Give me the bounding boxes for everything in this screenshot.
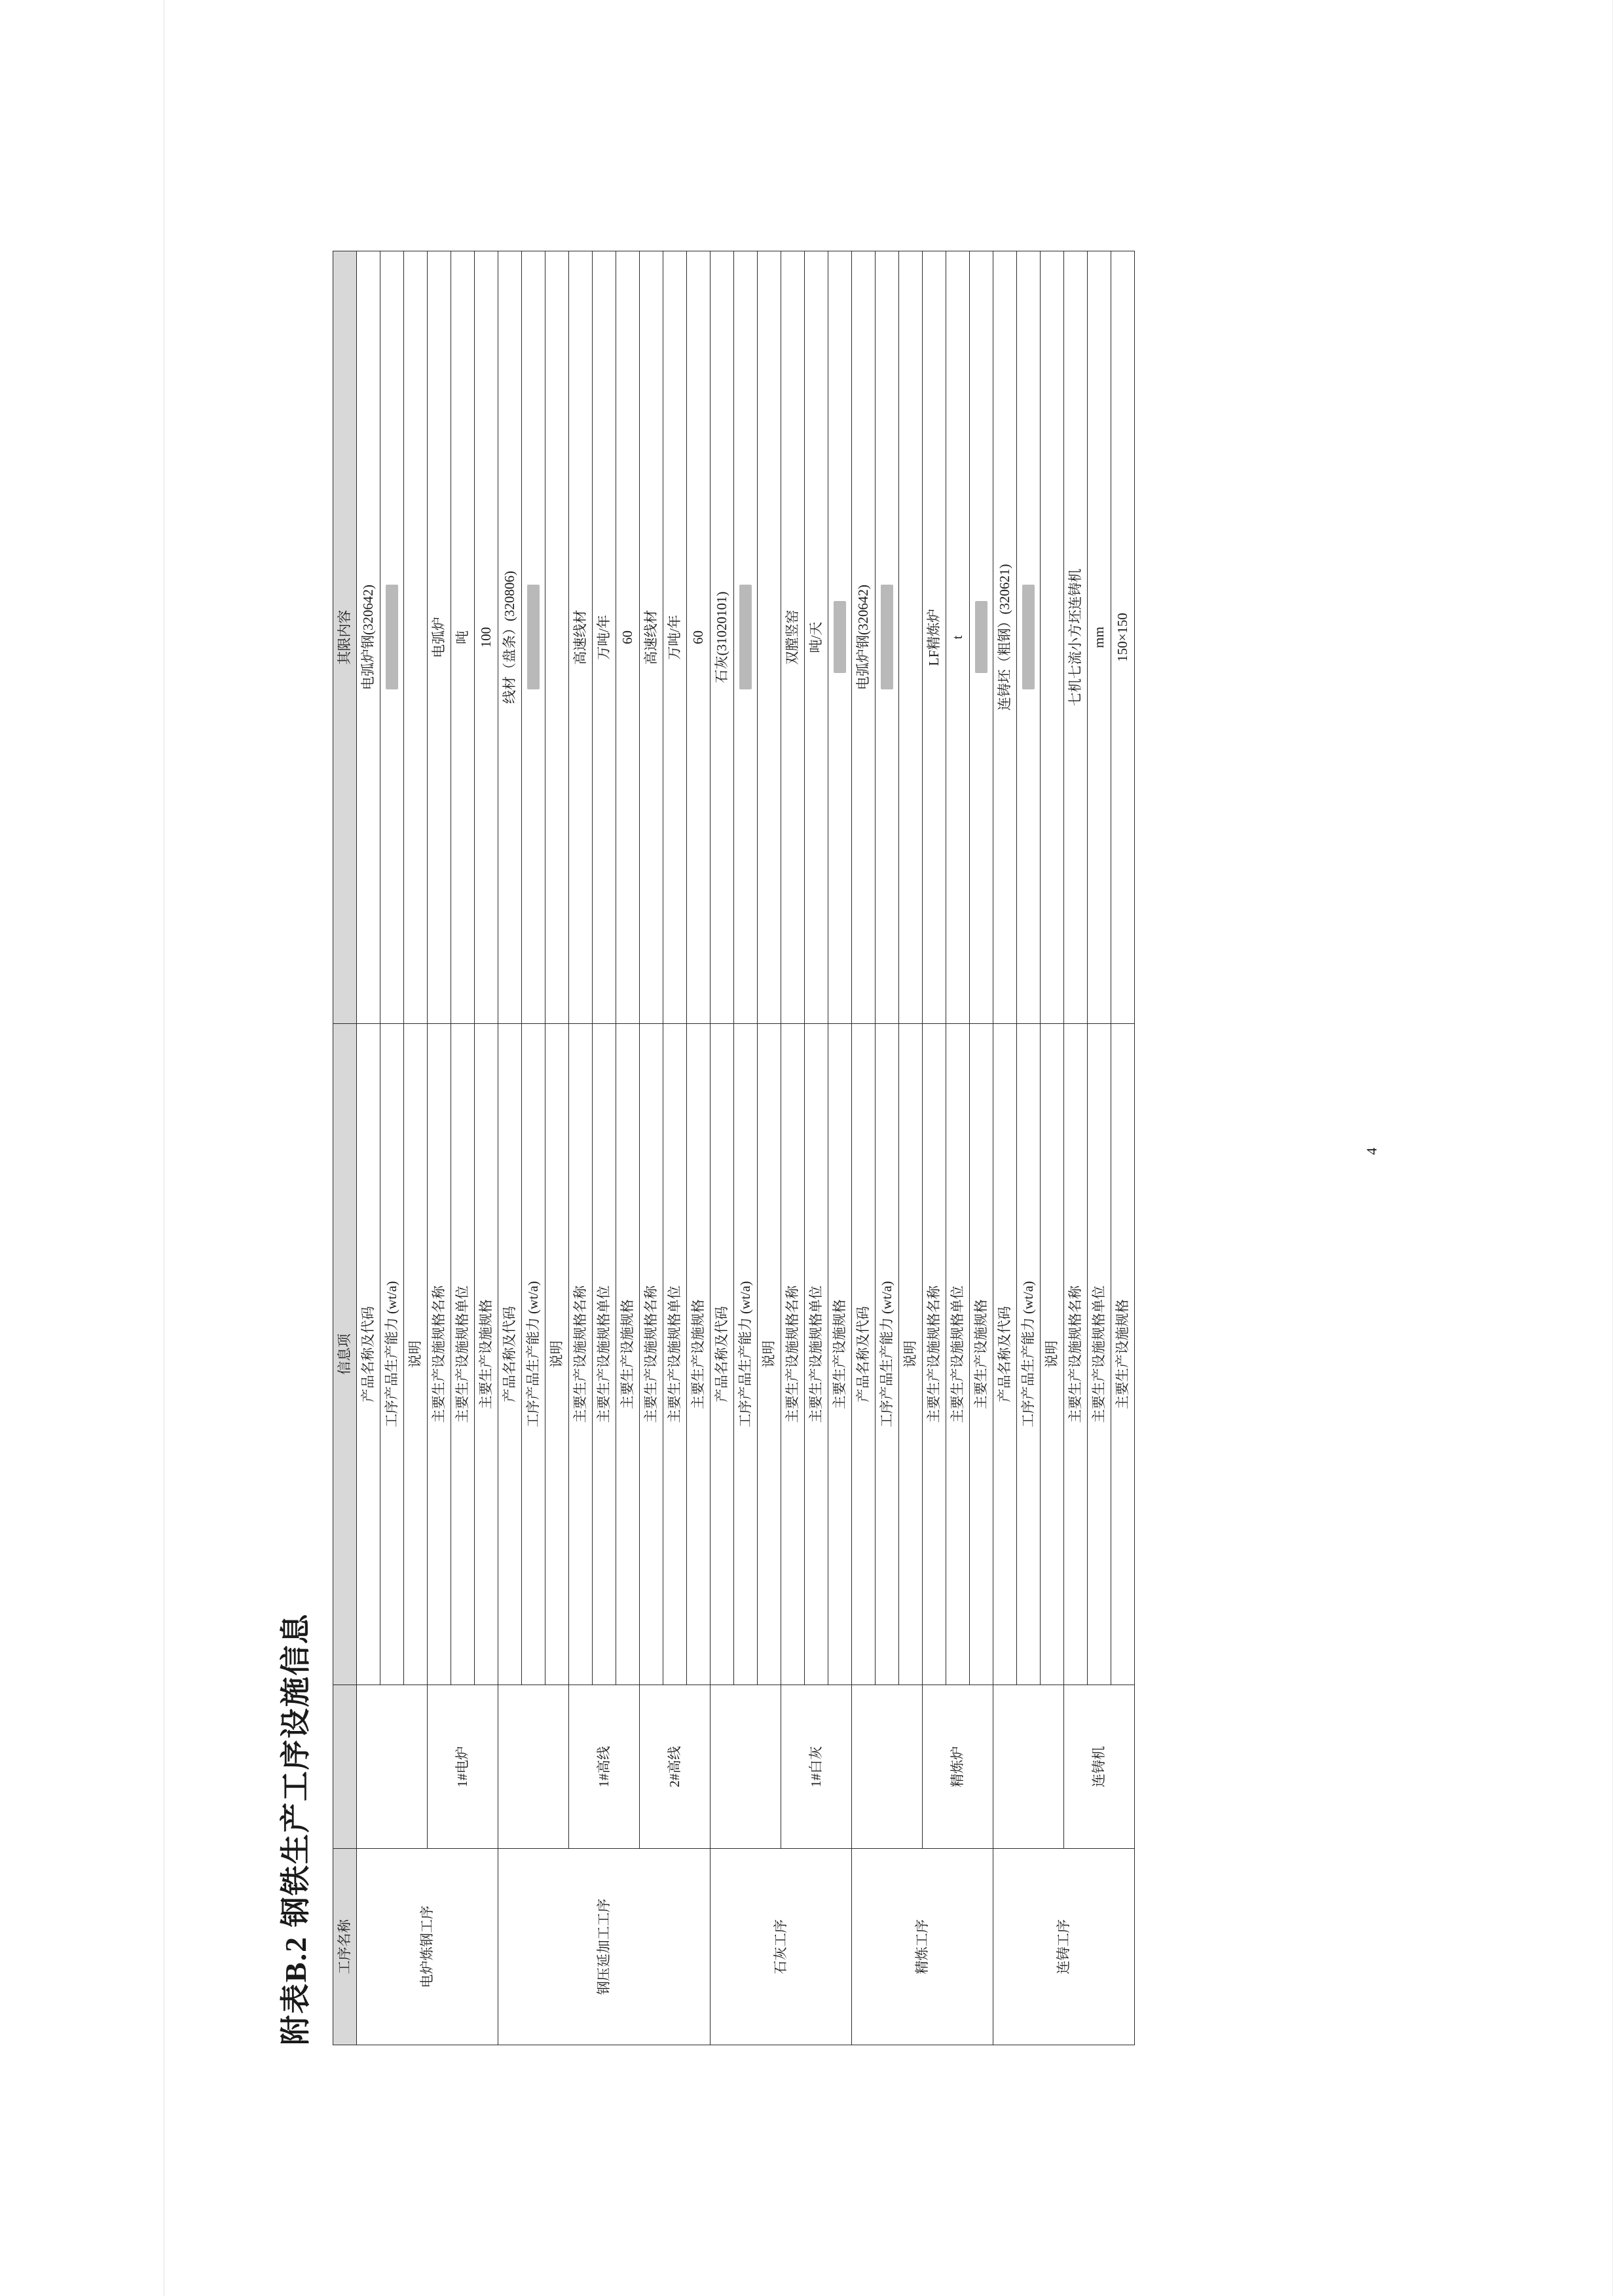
unit-name-cell: 2#高线	[640, 1685, 710, 1848]
info-item-label-cell: 工序产品生产能力 (wt/a)	[522, 1023, 545, 1685]
info-item-label-cell: 工序产品生产能力 (wt/a)	[380, 1023, 404, 1685]
redaction-block	[881, 585, 893, 689]
unit-name-cell: 连铸机	[1064, 1685, 1135, 1848]
info-item-value-cell: 连铸坯（粗钢）(320621)	[993, 251, 1017, 1023]
info-item-label-cell: 主要生产设施规格	[970, 1023, 993, 1685]
info-item-label-cell: 产品名称及代码	[498, 1023, 522, 1685]
info-item-value-cell: 吨	[451, 251, 475, 1023]
info-item-label-cell: 产品名称及代码	[993, 1023, 1017, 1685]
redaction-block	[975, 601, 987, 673]
page-title: 附表B.2 钢铁生产工序设施信息	[279, 1612, 312, 2045]
info-item-label-cell: 说明	[899, 1023, 923, 1685]
info-item-value-cell: LF精炼炉	[923, 251, 946, 1023]
info-item-label-cell: 主要生产设施规格名称	[781, 1023, 805, 1685]
info-item-label-cell: 主要生产设施规格	[475, 1023, 498, 1685]
table-row	[852, 251, 876, 2045]
info-item-label-cell: 说明	[545, 1023, 569, 1685]
info-item-value-cell: t	[946, 251, 970, 1023]
info-item-value-cell: 石灰(31020101)	[710, 251, 734, 1023]
info-item-label-cell: 主要生产设施规格	[616, 1023, 640, 1685]
info-item-value-cell: 万吨/年	[663, 251, 687, 1023]
info-item-label-cell: 工序产品生产能力 (wt/a)	[1017, 1023, 1041, 1685]
header-content: 其限内容	[333, 251, 357, 1023]
info-item-value-cell	[545, 251, 569, 1023]
info-item-value-cell	[1041, 251, 1064, 1023]
info-item-value-cell: 电弧炉钢(320642)	[852, 251, 876, 1023]
info-item-value-cell: 高速线材	[569, 251, 593, 1023]
info-item-value-cell	[899, 251, 923, 1023]
table-row	[993, 251, 1017, 2045]
table-row	[357, 251, 380, 2045]
info-item-label-cell: 主要生产设施规格单位	[451, 1023, 475, 1685]
info-item-value-cell: 双膛竖窑	[781, 251, 805, 1023]
process-name-cell: 石灰工序	[710, 1848, 852, 2045]
info-item-label-cell: 产品名称及代码	[852, 1023, 876, 1685]
process-name-cell: 钢压延加工工序	[498, 1848, 710, 2045]
table-row	[498, 251, 522, 2045]
info-item-value-cell	[970, 251, 993, 1023]
info-item-label-cell: 工序产品生产能力 (wt/a)	[876, 1023, 899, 1685]
table-row	[428, 251, 451, 2045]
info-item-label-cell: 主要生产设施规格	[828, 1023, 852, 1685]
info-item-label-cell: 说明	[758, 1023, 781, 1685]
info-item-label-cell: 说明	[404, 1023, 428, 1685]
process-name-cell: 精炼工序	[852, 1848, 993, 2045]
redaction-block	[386, 585, 398, 689]
info-item-value-cell: mm	[1088, 251, 1111, 1023]
info-item-label-cell: 主要生产设施规格单位	[663, 1023, 687, 1685]
table-header-row	[333, 251, 357, 2045]
info-item-value-cell: 60	[616, 251, 640, 1023]
unit-name-cell	[498, 1685, 569, 1848]
info-item-value-cell	[1017, 251, 1041, 1023]
redaction-block	[527, 585, 540, 689]
info-item-label-cell: 主要生产设施规格单位	[946, 1023, 970, 1685]
header-unit	[333, 1685, 357, 1848]
page-canvas	[157, 153, 1467, 2143]
info-item-label-cell: 产品名称及代码	[357, 1023, 380, 1685]
info-item-value-cell: 高速线材	[640, 251, 663, 1023]
info-item-label-cell: 主要生产设施规格	[687, 1023, 710, 1685]
page-number: 4	[1363, 1147, 1380, 1155]
info-item-value-cell: 吨/天	[805, 251, 828, 1023]
info-item-label-cell: 产品名称及代码	[710, 1023, 734, 1685]
unit-name-cell: 精炼炉	[923, 1685, 993, 1848]
table-header	[333, 251, 357, 2045]
scan-edge-right	[1612, 0, 1613, 2296]
info-item-label-cell: 工序产品生产能力 (wt/a)	[734, 1023, 758, 1685]
info-item-label-cell: 主要生产设施规格	[1111, 1023, 1135, 1685]
info-item-value-cell	[828, 251, 852, 1023]
table-row	[569, 251, 593, 2045]
info-item-label-cell: 主要生产设施规格名称	[923, 1023, 946, 1685]
info-item-value-cell	[758, 251, 781, 1023]
info-item-value-cell	[876, 251, 899, 1023]
info-item-value-cell: 电弧炉	[428, 251, 451, 1023]
info-item-label-cell: 主要生产设施规格名称	[569, 1023, 593, 1685]
info-item-label-cell: 主要生产设施规格名称	[1064, 1023, 1088, 1685]
info-item-value-cell: 电弧炉钢(320642)	[357, 251, 380, 1023]
unit-name-cell	[357, 1685, 428, 1848]
info-item-label-cell: 主要生产设施规格单位	[593, 1023, 616, 1685]
table-body	[357, 251, 1135, 2045]
table-row	[1064, 251, 1088, 2045]
table-row	[640, 251, 663, 2045]
info-item-label-cell: 说明	[1041, 1023, 1064, 1685]
process-name-cell: 电炉炼钢工序	[357, 1848, 498, 2045]
info-item-value-cell: 60	[687, 251, 710, 1023]
header-process-name: 工序名称	[333, 1848, 357, 2045]
info-item-value-cell	[734, 251, 758, 1023]
redaction-block	[1022, 585, 1035, 689]
info-item-value-cell: 100	[475, 251, 498, 1023]
unit-name-cell	[710, 1685, 781, 1848]
info-item-label-cell: 主要生产设施规格名称	[428, 1023, 451, 1685]
info-item-value-cell: 150×150	[1111, 251, 1135, 1023]
process-facility-table	[333, 251, 1135, 2045]
unit-name-cell	[852, 1685, 923, 1848]
info-item-value-cell: 线材（盘条）(320806)	[498, 251, 522, 1023]
unit-name-cell: 1#高线	[569, 1685, 640, 1848]
unit-name-cell: 1#电炉	[428, 1685, 498, 1848]
redaction-block	[834, 601, 846, 673]
table-row	[923, 251, 946, 2045]
info-item-value-cell	[522, 251, 545, 1023]
info-item-label-cell: 主要生产设施规格名称	[640, 1023, 663, 1685]
header-info-item: 信息项	[333, 1023, 357, 1685]
process-name-cell: 连铸工序	[993, 1848, 1135, 2045]
info-item-value-cell	[404, 251, 428, 1023]
info-item-label-cell: 主要生产设施规格单位	[1088, 1023, 1111, 1685]
table-row	[781, 251, 805, 2045]
table-row	[710, 251, 734, 2045]
info-item-value-cell	[380, 251, 404, 1023]
unit-name-cell	[993, 1685, 1064, 1848]
info-item-value-cell: 七机七流小方坯连铸机	[1064, 251, 1088, 1023]
info-item-value-cell: 万吨/年	[593, 251, 616, 1023]
info-item-label-cell: 主要生产设施规格单位	[805, 1023, 828, 1685]
unit-name-cell: 1#白灰	[781, 1685, 852, 1848]
redaction-block	[739, 585, 752, 689]
